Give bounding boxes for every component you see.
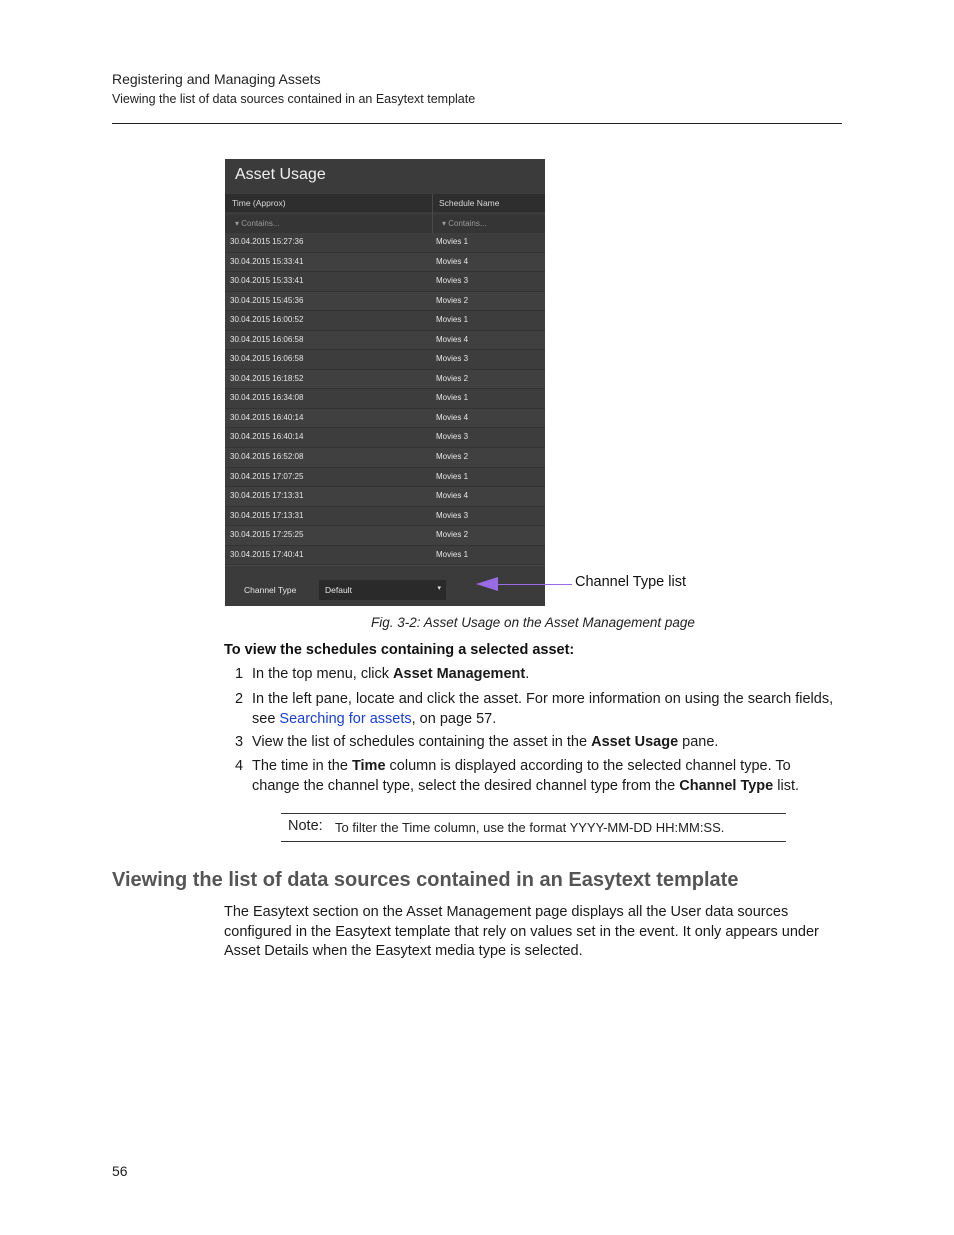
step-text: In the left pane, locate and click the asset. For more information on using the search fields, see bbox=[252, 691, 834, 727]
chevron-down-icon: ▾ bbox=[437, 585, 441, 592]
step-text: , on page 57. bbox=[411, 710, 497, 727]
schedule-name-cell: Movies 4 bbox=[436, 491, 469, 501]
schedule-name-cell: Movies 1 bbox=[436, 237, 469, 246]
schedule-name-cell: Movies 3 bbox=[436, 354, 469, 364]
time-cell: 30.04.2015 17:07:25 bbox=[230, 471, 304, 481]
step-number: 2 bbox=[235, 691, 244, 707]
table-row[interactable] bbox=[225, 233, 545, 253]
usage-table-body bbox=[225, 233, 545, 565]
schedule-name-cell: Movies 3 bbox=[436, 510, 469, 520]
step-text: list. bbox=[773, 777, 800, 794]
table-row[interactable] bbox=[225, 468, 545, 488]
table-row[interactable] bbox=[225, 253, 545, 273]
schedule-name-cell: Movies 4 bbox=[436, 412, 469, 422]
table-row[interactable] bbox=[225, 428, 545, 448]
step-bold: Asset Management bbox=[393, 666, 526, 682]
table-row[interactable] bbox=[225, 526, 545, 546]
time-cell: 30.04.2015 16:06:58 bbox=[230, 334, 304, 344]
header-rule bbox=[112, 123, 842, 124]
table-row[interactable] bbox=[225, 292, 545, 312]
schedule-name-cell: Movies 3 bbox=[436, 432, 469, 442]
step-text: The time in the bbox=[252, 758, 352, 774]
time-cell: 30.04.2015 17:13:31 bbox=[230, 491, 304, 501]
section-heading: Viewing the list of data sources contained in an Easytext template bbox=[112, 869, 739, 891]
table-row[interactable] bbox=[225, 487, 545, 507]
step-text: column is displayed according to the selected channel type. To change the channel type, select the desired channel type from the bbox=[252, 758, 791, 794]
table-row[interactable] bbox=[225, 546, 545, 566]
schedule-name-cell: Movies 1 bbox=[436, 471, 469, 481]
time-filter-input[interactable]: ▾ Contains... bbox=[235, 219, 280, 228]
time-cell: 30.04.2015 17:25:25 bbox=[230, 530, 304, 540]
schedule-name-cell: Movies 1 bbox=[436, 393, 469, 403]
table-row[interactable] bbox=[225, 350, 545, 370]
channel-type-label: Channel Type bbox=[244, 585, 297, 595]
table-row[interactable] bbox=[225, 409, 545, 429]
table-row[interactable] bbox=[225, 507, 545, 527]
callout-line bbox=[488, 584, 572, 585]
step-4 bbox=[224, 757, 834, 796]
note-text: To filter the Time column, use the format YYYY-MM-DD HH:MM:SS. bbox=[335, 820, 725, 835]
schedule-name-cell: Movies 4 bbox=[436, 256, 469, 266]
time-cell: 30.04.2015 16:34:08 bbox=[230, 393, 304, 403]
channel-type-select[interactable] bbox=[319, 580, 446, 600]
channel-type-value: Default bbox=[325, 585, 352, 595]
time-cell: 30.04.2015 16:18:52 bbox=[230, 373, 304, 383]
time-cell: 30.04.2015 15:27:36 bbox=[230, 237, 304, 246]
time-cell: 30.04.2015 16:06:58 bbox=[230, 354, 304, 364]
schedule-name-cell: Movies 4 bbox=[436, 334, 469, 344]
table-row[interactable] bbox=[225, 448, 545, 468]
step-number: 4 bbox=[235, 758, 244, 774]
step-bold: Time bbox=[351, 758, 386, 774]
procedure-title: To view the schedules containing a selected asset: bbox=[224, 642, 575, 658]
page-header-title: Registering and Managing Assets bbox=[112, 71, 321, 87]
asset-usage-panel bbox=[225, 159, 545, 606]
column-separator bbox=[432, 194, 433, 234]
table-row[interactable] bbox=[225, 311, 545, 331]
note-label: Note: bbox=[288, 818, 323, 834]
time-cell: 30.04.2015 17:40:41 bbox=[230, 549, 304, 559]
schedule-name-cell: Movies 2 bbox=[436, 295, 469, 305]
table-row[interactable] bbox=[225, 389, 545, 409]
step-number: 3 bbox=[235, 734, 244, 750]
column-header-time[interactable]: Time (Approx) bbox=[232, 198, 286, 208]
schedule-name-cell: Movies 2 bbox=[436, 373, 469, 383]
page-header-subtitle: Viewing the list of data sources contained in an Easytext template bbox=[112, 92, 476, 106]
note-top-rule bbox=[281, 813, 786, 814]
time-cell: 30.04.2015 15:45:36 bbox=[230, 295, 304, 305]
table-row[interactable] bbox=[225, 370, 545, 390]
step-number: 1 bbox=[235, 666, 244, 682]
step-text: View the list of schedules containing the asset in the bbox=[252, 734, 592, 750]
step-1 bbox=[224, 665, 834, 685]
panel-title: Asset Usage bbox=[235, 166, 326, 183]
column-header-row bbox=[225, 194, 545, 212]
step-text: pane. bbox=[678, 734, 719, 750]
step-bold: Asset Usage bbox=[591, 734, 679, 750]
callout-label: Channel Type list bbox=[575, 574, 686, 590]
step-3 bbox=[224, 733, 834, 753]
schedule-name-cell: Movies 3 bbox=[436, 276, 469, 286]
filter-row bbox=[225, 215, 545, 234]
schedule-name-cell: Movies 1 bbox=[436, 315, 469, 325]
table-row[interactable] bbox=[225, 331, 545, 351]
time-cell: 30.04.2015 15:33:41 bbox=[230, 256, 304, 266]
time-cell: 30.04.2015 15:33:41 bbox=[230, 276, 304, 286]
note-bottom-rule bbox=[281, 841, 786, 842]
time-cell: 30.04.2015 16:00:52 bbox=[230, 315, 304, 325]
time-cell: 30.04.2015 16:40:14 bbox=[230, 432, 304, 442]
searching-for-assets-link[interactable]: Searching for assets bbox=[279, 710, 412, 727]
step-bold: Channel Type bbox=[679, 777, 774, 794]
column-header-schedule-name[interactable]: Schedule Name bbox=[439, 198, 500, 208]
time-cell: 30.04.2015 16:40:14 bbox=[230, 412, 304, 422]
schedule-name-cell: Movies 2 bbox=[436, 452, 469, 462]
schedule-name-cell: Movies 2 bbox=[436, 530, 469, 540]
page-number: 56 bbox=[112, 1163, 128, 1179]
schedule-name-cell: Movies 1 bbox=[436, 549, 469, 559]
step-text: . bbox=[525, 666, 530, 682]
figure-caption: Fig. 3-2: Asset Usage on the Asset Management page bbox=[371, 615, 695, 630]
time-cell: 30.04.2015 16:52:08 bbox=[230, 452, 304, 462]
table-row[interactable] bbox=[225, 272, 545, 292]
step-text: In the top menu, click bbox=[252, 666, 394, 682]
section-paragraph: The Easytext section on the Asset Management page displays all the User data sources configured in the Easytext template that rely on values set in the event. It only appears under Asset Details when the Easytext media type is selected. bbox=[224, 904, 819, 959]
schedule-filter-input[interactable]: ▾ Contains... bbox=[442, 219, 487, 228]
time-cell: 30.04.2015 17:13:31 bbox=[230, 510, 304, 520]
step-2 bbox=[224, 690, 834, 729]
